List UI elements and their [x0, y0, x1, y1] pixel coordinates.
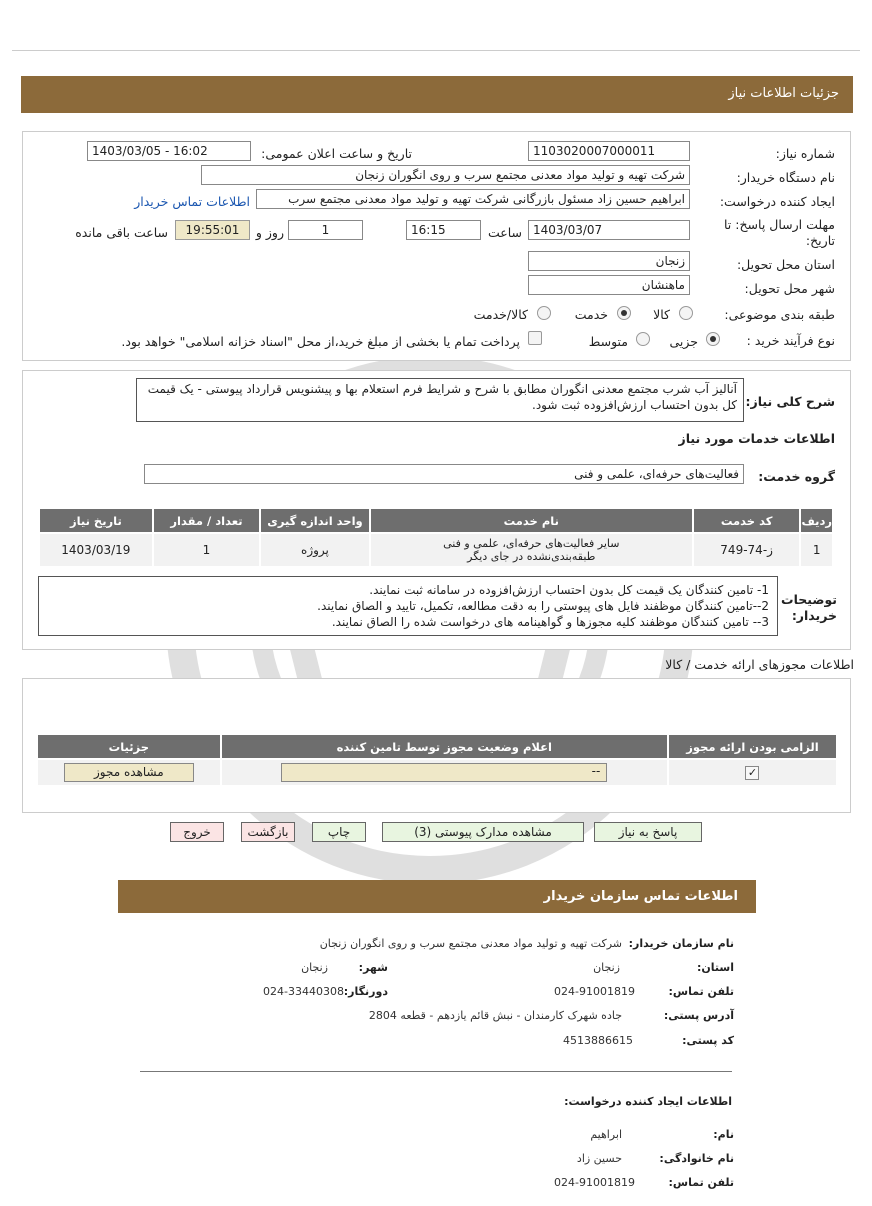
col-unit: واحد اندازه گیری	[260, 508, 369, 533]
row-code: ز-74-749	[693, 533, 801, 567]
creator-name-value: ابراهیم	[590, 1128, 622, 1141]
address-value: جاده شهرک کارمندان - نبش قائم یازدهم - قطعه 2804	[368, 1009, 622, 1022]
days-field: 1	[288, 220, 363, 240]
table-row	[39, 533, 833, 567]
top-divider	[12, 50, 860, 51]
table-row	[37, 759, 837, 786]
row-qty: 1	[153, 533, 261, 567]
services-title: اطلاعات خدمات مورد نیاز	[678, 431, 835, 446]
services-table	[38, 507, 834, 568]
requester-label: ایجاد کننده درخواست:	[719, 194, 835, 209]
requester-field: ابراهیم حسین زاد مسئول بازرگانی شرکت تهیه و تولید مواد معدنی مجتمع سرب	[256, 189, 690, 209]
col-details: جزئیات	[37, 734, 221, 759]
row-name: سایر فعالیت‌های حرفه‌ای، علمی و فنی طبقه‌بندی‌نشده در جای دیگر	[370, 533, 693, 567]
service-group-field: فعالیت‌های حرفه‌ای، علمی و فنی	[144, 464, 744, 484]
fax-value: 024-33440308	[263, 985, 344, 998]
buyer-org-label: نام دستگاه خریدار:	[736, 170, 835, 185]
buyer-notes-box	[38, 576, 778, 636]
contact-city-label: شهر:	[358, 961, 388, 974]
col-status: اعلام وضعیت مجوز توسط تامین کننده	[221, 734, 668, 759]
print-button[interactable]: چاپ	[312, 822, 366, 842]
need-number-label: شماره نیاز:	[775, 146, 835, 161]
status-cell	[221, 759, 668, 786]
note-line-2: 2--تامین کنندگان موظفند فایل های پیوستی را به دقت مطالعه، تکمیل، تایید و الصاق نمایند.	[317, 599, 769, 613]
summary-label: شرح کلی نیاز:	[745, 394, 835, 409]
col-code: کد خدمت	[693, 508, 801, 533]
creator-family-label: نام خانوادگی:	[659, 1152, 734, 1165]
postal-label: کد پستی:	[682, 1034, 734, 1047]
required-cell	[668, 759, 837, 786]
col-row: ردیف	[800, 508, 833, 533]
service-group-label: گروه خدمت:	[758, 469, 835, 484]
announce-label: تاریخ و ساعت اعلان عمومی:	[261, 146, 412, 161]
address-label: آدرس پستی:	[663, 1009, 734, 1022]
deadline-time-label: ساعت	[487, 225, 522, 240]
col-name: نام خدمت	[370, 508, 693, 533]
remaining-time-field: 19:55:01	[175, 220, 250, 240]
row-date: 1403/03/19	[39, 533, 153, 567]
col-required: الزامی بودن ارائه مجوز	[668, 734, 837, 759]
process-label: نوع فرآیند خرید :	[746, 333, 835, 348]
province-label: استان محل تحویل:	[736, 257, 835, 272]
category-goods-label: کالا	[653, 307, 670, 322]
contact-divider	[140, 1071, 732, 1072]
exit-button[interactable]: خروج	[170, 822, 224, 842]
phone-label: تلفن تماس:	[668, 985, 734, 998]
fax-label: دورنگار:	[343, 985, 388, 998]
required-checkbox: ✓	[745, 766, 759, 780]
city-field: ماهنشان	[528, 275, 690, 295]
note-line-1: 1- تامین کنندگان یک قیمت کل بدون احتساب ارزش‌افزوده در سامانه ثبت نمایند.	[369, 583, 769, 597]
category-service-label: خدمت	[574, 307, 608, 322]
org-label: نام سازمان خریدار:	[628, 937, 734, 950]
deadline-time-field: 16:15	[406, 220, 481, 240]
creator-phone-value: 024-91001819	[554, 1176, 635, 1189]
category-service-radio[interactable]	[617, 306, 631, 320]
contact-province-label: استان:	[697, 961, 734, 974]
contact-header: اطلاعات تماس سازمان خریدار	[118, 880, 756, 913]
back-button[interactable]: بازگشت	[241, 822, 295, 842]
contact-province-value: زنجان	[593, 961, 620, 974]
category-both-radio[interactable]	[537, 306, 551, 320]
remaining-time-label: ساعت باقی مانده	[75, 225, 168, 240]
city-label: شهر محل تحویل:	[744, 281, 835, 296]
deadline-label: مهلت ارسال پاسخ: تا تاریخ:	[724, 217, 835, 248]
creator-title: اطلاعات ایجاد کننده درخواست:	[564, 1095, 732, 1108]
col-qty: تعداد / مقدار	[153, 508, 261, 533]
announce-field: 1403/03/05 - 16:02	[87, 141, 251, 161]
need-number-field: 1103020007000011	[528, 141, 690, 161]
buyer-org-field: شرکت تهیه و تولید مواد معدنی مجتمع سرب و روی انگوران زنجان	[201, 165, 690, 185]
status-field[interactable]: --	[281, 763, 607, 782]
province-field: زنجان	[528, 251, 690, 271]
creator-family-value: حسین زاد	[576, 1152, 622, 1165]
summary-text: آنالیز آب شرب مجتمع معدنی انگوران مطابق با شرح و شرایط فرم استعلام بها و پیشنویس قرارداد پیوستی - یک قیمت کل بدون احتساب ارزش‌افزوده ثبت شود.	[136, 378, 744, 422]
process-medium-label: متوسط	[588, 334, 628, 349]
deadline-date-field: 1403/03/07	[528, 220, 690, 240]
details-cell	[37, 759, 221, 786]
creator-name-label: نام:	[713, 1128, 734, 1141]
note-line-3: 3-- تامین کنندگان موظفند کلیه مجوزها و گواهینامه های درخواست شده را الصاق نمایند.	[331, 615, 769, 629]
process-partial-label: جزیی	[669, 334, 698, 349]
view-permit-button[interactable]: مشاهده مجوز	[64, 763, 194, 782]
row-index: 1	[800, 533, 833, 567]
page-header: جزئیات اطلاعات نیاز	[21, 76, 853, 113]
phone-value: 024-91001819	[554, 985, 635, 998]
org-value: شرکت تهیه و تولید مواد معدنی مجتمع سرب و روی انگوران زنجان	[319, 937, 622, 950]
permits-title: اطلاعات مجوزهای ارائه خدمت / کالا	[665, 657, 854, 672]
col-date: تاریخ نیاز	[39, 508, 153, 533]
category-both-label: کالا/خدمت	[473, 307, 528, 322]
attachments-button[interactable]: مشاهده مدارک پیوستی (3)	[382, 822, 584, 842]
treasury-checkbox[interactable]	[528, 331, 542, 345]
buyer-notes-label: توضیحات خریدار:	[781, 592, 837, 623]
category-goods-radio[interactable]	[679, 306, 693, 320]
reply-button[interactable]: پاسخ به نیاز	[594, 822, 702, 842]
buyer-contact-link[interactable]: اطلاعات تماس خریدار	[134, 194, 250, 209]
postal-value: 4513886615	[563, 1034, 633, 1047]
creator-phone-label: تلفن تماس:	[668, 1176, 734, 1189]
category-label: طبقه بندی موضوعی:	[724, 307, 835, 322]
contact-city-value: زنجان	[301, 961, 328, 974]
days-label: روز و	[255, 225, 284, 240]
process-partial-radio[interactable]	[706, 332, 720, 346]
permits-table	[36, 733, 838, 787]
treasury-note: پرداخت تمام یا بخشی از مبلغ خرید،از محل "اسناد خزانه اسلامی" خواهد بود.	[121, 334, 520, 349]
row-unit: پروژه	[260, 533, 369, 567]
process-medium-radio[interactable]	[636, 332, 650, 346]
